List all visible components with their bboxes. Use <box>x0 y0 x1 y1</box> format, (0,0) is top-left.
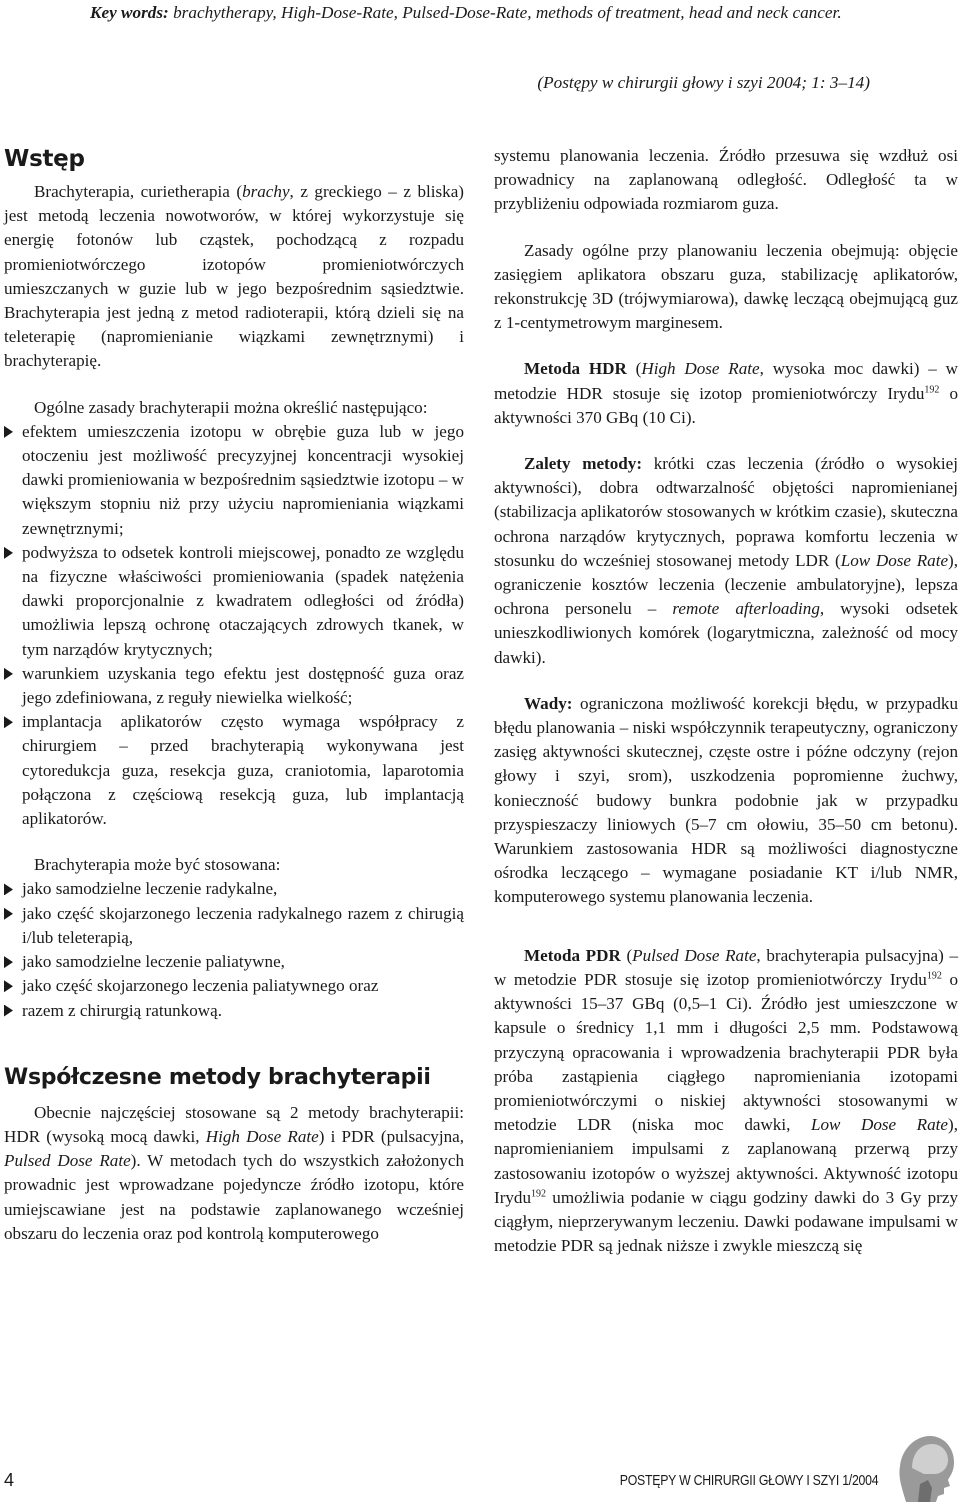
section-heading-methods: Współczesne metody brachyterapii <box>4 1064 431 1090</box>
bullet-icon <box>4 716 13 728</box>
right-column <box>494 144 958 1258</box>
list-item: jako część skojarzonego leczenia paliatywnego oraz <box>4 974 464 998</box>
keywords <box>90 2 890 24</box>
page-number: 4 <box>4 1470 15 1490</box>
bullet-icon <box>4 908 13 920</box>
list-item: jako część skojarzonego leczenia radykalnego razem z chirugią i/lub teleterapią, <box>4 902 464 950</box>
bullet-icon <box>4 1005 13 1017</box>
list-item: implantacja aplikatorów często wymaga współpracy z chirurgiem – przed brachyterapią wykonywana jest cytoredukcja guza, resekcja guza, craniotomia, laparotomia połączona z częściową resekcją guza, lub implantacją aplikatorów. <box>4 710 464 831</box>
list-item: jako samodzielne leczenie radykalne, <box>4 877 464 901</box>
list-item: jako samodzielne leczenie paliatywne, <box>4 950 464 974</box>
citation: (Postępy w chirurgii głowy i szyi 2004; 1: 3–14) <box>537 73 870 92</box>
bullet-icon <box>4 980 13 992</box>
planning-paragraph: systemu planowania leczenia. Źródło przesuwa się wzdłuż osi prowadnicy na zaplanowaną odległość. Odległość ta w przybliżeniu odpowiada rozmiarom guza. <box>494 146 958 214</box>
head-xray-icon <box>888 1428 958 1504</box>
disadvantages-paragraph: Wady: ograniczona możliwość korekcji błędu, w przypadku błędu planowania – niski współczynnik terapeutyczny, ograniczony zasięg aktywności skutecznej, częste ostre i późne odczyny (rejon głowy i szyi, srom), uszkodzenia popromienne żuchwy, konieczność budowy bunkra podobnie jak w przypadku przyspieszaczy liniowych (5–7 cm ołowiu, 35–50 cm betonu). Warunkiem zastosowania HDR są możliwości diagnostyczne ośrodka leczącego – wymagane posiadanie KT i/lub NMR, komputerowego systemu planowania leczenia. <box>494 693 958 907</box>
bullet-icon <box>4 668 13 680</box>
rules-intro: Ogólne zasady brachyterapii można określić następująco: <box>34 397 428 417</box>
bullet-icon <box>4 883 13 895</box>
methods-paragraph: Obecnie najczęściej stosowane są 2 metody brachyterapii: HDR (wysoką mocą dawki, High Dose Rate) i PDR (pulsacyjna, Pulsed Dose Rate). W metodach tych do wszystkich założonych prowadnic jest wprowadzane pojedyncze źródło izotopu, które umiejscawiane jest na podstawie zaplanowanego wcześniej obszaru do leczenia oraz pod kontrolą komputerowego <box>4 1102 464 1243</box>
keywords-text: brachytherapy, High-Dose-Rate, Pulsed-Dose-Rate, methods of treatment, head and neck cancer. <box>173 3 842 22</box>
list-item: efektem umieszczenia izotopu w obrębie guza lub w jego otoczeniu jest możliwość precyzyjnej koncentracji wysokiej dawki promieniowania w bezpośrednim sąsiedztwie izotopu – w większym stopniu niż przy użyciu napromieniania wiązkami zewnętrznymi; <box>4 420 464 541</box>
uses-list <box>4 877 464 1022</box>
bullet-icon <box>4 426 13 438</box>
journal-title: POSTĘPY W CHIRURGII GŁOWY I SZYI 1/2004 <box>619 1472 878 1489</box>
principles-paragraph: Zasady ogólne przy planowaniu leczenia obejmują: objęcie zasięgiem aplikatora obszaru guza, stabilizację aplikatorów, rekonstrukcję 3D (trójwymiarowa), dawkę leczącą obejmującą guz z 1-centymetrowym marginesem. <box>494 240 958 333</box>
pdr-paragraph: Metoda PDR (Pulsed Dose Rate, brachyterapia pulsacyjna) – w metodzie PDR stosuje się izotop promieniotwórczy Irydu$^{192}$ o aktywności 15–37 GBq (0,5–1 Ci). Źródło jest umieszczone w kapsule o średnicy 1,1 mm i długości 2,5 mm. Podstawową przyczyną opracowania i wprowadzenia brachyterapii PDR była próba zastąpienia ciągłego napromieniania izotopami promieniotwórczymi o niskiej aktywności stosowanymi w metodzie LDR (niska moc dawki, Low Dose Rate), napromienianiem impulsami z zaplanowaną przerwą przy zastosowaniu izotopów o wyższej aktywności. Aktywność izotopu Irydu$^{192}$ umożliwia podanie w ciągu godziny dawki do 3 Gy przy ciągłym, nieprzerywanym leczeniu. Dawki podawane impulsami w metodzie PDR są jednak niższe i zwykle mieszczą się <box>494 945 958 1256</box>
bullet-icon <box>4 547 13 559</box>
rules-list <box>4 420 464 831</box>
left-column <box>4 144 464 1246</box>
bullet-icon <box>4 956 13 968</box>
advantages-paragraph: Zalety metody: krótki czas leczenia (źródło o wysokiej aktywności), dobra odtwarzalność objętości napromienianej (stabilizacja aplikatorów stosowanych w krótkim czasie), skuteczna ochrona narządów krytycznych, poprawa komfortu leczenia w stosunku do wcześniej stosowanej metody LDR (Low Dose Rate), ograniczenie kosztów leczenia (leczenie ambulatoryjne), lepsza ochrona personelu – remote afterloading, wysoki odsetek unieszkodliwionych komórek (logarytmiczna, zależność od mocy dawki). <box>494 454 959 667</box>
uses-intro: Brachyterapia może być stosowana: <box>34 855 281 875</box>
keywords-label: Key words: <box>90 3 169 22</box>
intro-paragraph: Brachyterapia, curietherapia (brachy, z greckiego – z bliska) jest metodą leczenia nowotworów, w której wykorzystuje się energię fotonów lub cząstek, pochodzącą z rozpadu promieniotwórczego izotopów promieniotwórczych umieszczanych w guzie lub w jego bezpośrednim sąsiedztwie. Brachyterapia jest jedną z metod radioterapii, którą dzieli się na teleterapię (napromienianie wiązkami zewnętrznymi) i brachyterapię. <box>4 182 464 371</box>
list-item: razem z chirurgią ratunkową. <box>4 999 464 1023</box>
list-item: podwyższa to odsetek kontroli miejscowej, ponadto ze względu na fizyczne właściwości promieniowania (spadek natężenia dawki proporcjonalnie z kwadratem odległości od źródła) umożliwia lepszą ochronę otaczających zdrowych tkanek, w tym narządów krytycznych; <box>4 541 464 662</box>
section-heading-intro: Wstęp <box>4 146 85 172</box>
list-item: warunkiem uzyskania tego efektu jest dostępność guza oraz jego zdefiniowana, z reguły niewielka wielkość; <box>4 662 464 710</box>
hdr-paragraph: Metoda HDR (High Dose Rate, wysoka moc dawki) – w metodzie HDR stosuje się izotop promieniotwórczy Irydu$^{192}$ o aktywności 370 GBq (10 Ci). <box>494 359 958 427</box>
